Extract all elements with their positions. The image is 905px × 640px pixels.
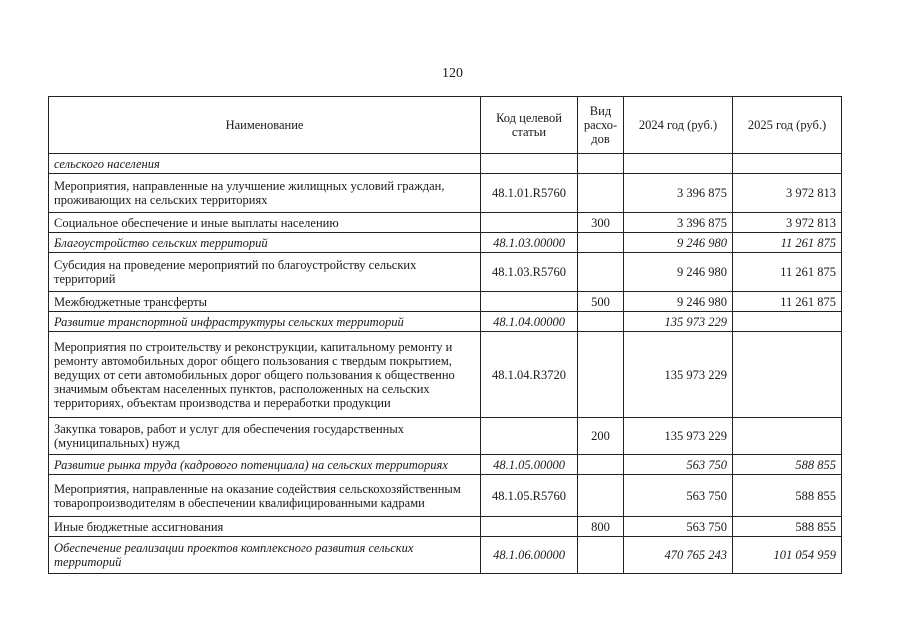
row-2024: 3 396 875 [624, 174, 733, 213]
row-2025: 11 261 875 [733, 253, 842, 292]
row-name: Мероприятия, направленные на оказание содействия сельскохозяйственным товаропроизводителям в обеспечении квалифицированными кадрами [49, 475, 481, 517]
row-2025: 3 972 813 [733, 213, 842, 233]
row-code [481, 418, 578, 455]
table-row [49, 213, 842, 233]
row-code [481, 292, 578, 312]
row-2025: 11 261 875 [733, 292, 842, 312]
row-vid: 200 [578, 418, 624, 455]
row-name: Межбюджетные трансферты [49, 292, 481, 312]
row-2024: 3 396 875 [624, 213, 733, 233]
row-code: 48.1.05.R5760 [481, 475, 578, 517]
header-2024: 2024 год (руб.) [624, 97, 733, 154]
row-2025: 588 855 [733, 517, 842, 537]
table-row [49, 517, 842, 537]
budget-table [48, 96, 842, 574]
row-vid [578, 475, 624, 517]
row-2024: 563 750 [624, 475, 733, 517]
row-vid [578, 253, 624, 292]
row-vid [578, 233, 624, 253]
row-name: сельского населения [49, 154, 481, 174]
row-vid [578, 174, 624, 213]
row-code: 48.1.05.00000 [481, 455, 578, 475]
row-2024: 9 246 980 [624, 233, 733, 253]
row-2025: 11 261 875 [733, 233, 842, 253]
table-row [49, 475, 842, 517]
row-2024: 135 973 229 [624, 332, 733, 418]
row-name: Иные бюджетные ассигнования [49, 517, 481, 537]
row-code: 48.1.03.00000 [481, 233, 578, 253]
row-code: 48.1.06.00000 [481, 537, 578, 574]
header-vid: Вид расхо-дов [578, 97, 624, 154]
row-2024: 135 973 229 [624, 418, 733, 455]
row-2025: 588 855 [733, 455, 842, 475]
row-name: Развитие транспортной инфраструктуры сельских территорий [49, 312, 481, 332]
row-name: Субсидия на проведение мероприятий по благоустройству сельских территорий [49, 253, 481, 292]
row-2025: 101 054 959 [733, 537, 842, 574]
header-code: Код целевой статьи [481, 97, 578, 154]
row-code [481, 517, 578, 537]
row-name: Закупка товаров, работ и услуг для обеспечения государственных (муниципальных) нужд [49, 418, 481, 455]
table-row [49, 174, 842, 213]
table-row [49, 154, 842, 174]
row-vid [578, 312, 624, 332]
row-2025 [733, 418, 842, 455]
row-2024: 563 750 [624, 517, 733, 537]
row-2025: 588 855 [733, 475, 842, 517]
row-2025 [733, 312, 842, 332]
table-row [49, 537, 842, 574]
table-row [49, 455, 842, 475]
table-row [49, 332, 842, 418]
table-row [49, 253, 842, 292]
row-code: 48.1.04.00000 [481, 312, 578, 332]
row-2024: 9 246 980 [624, 253, 733, 292]
row-vid [578, 455, 624, 475]
row-name: Развитие рынка труда (кадрового потенциала) на сельских территориях [49, 455, 481, 475]
row-code [481, 213, 578, 233]
header-row [49, 97, 842, 154]
row-code: 48.1.04.R3720 [481, 332, 578, 418]
table-row [49, 233, 842, 253]
row-2024 [624, 154, 733, 174]
row-name: Обеспечение реализации проектов комплексного развития сельских территорий [49, 537, 481, 574]
header-2025: 2025 год (руб.) [733, 97, 842, 154]
row-2025 [733, 332, 842, 418]
row-2025 [733, 154, 842, 174]
row-vid: 500 [578, 292, 624, 312]
row-name: Мероприятия, направленные на улучшение жилищных условий граждан, проживающих на сельских территориях [49, 174, 481, 213]
table-row [49, 292, 842, 312]
row-vid [578, 154, 624, 174]
row-vid: 300 [578, 213, 624, 233]
row-name: Благоустройство сельских территорий [49, 233, 481, 253]
row-2024: 9 246 980 [624, 292, 733, 312]
row-vid: 800 [578, 517, 624, 537]
row-2024: 470 765 243 [624, 537, 733, 574]
row-vid [578, 537, 624, 574]
row-2025: 3 972 813 [733, 174, 842, 213]
table-row [49, 312, 842, 332]
header-name: Наименование [49, 97, 481, 154]
page-number: 120 [442, 66, 463, 81]
table-row [49, 418, 842, 455]
row-code [481, 154, 578, 174]
row-name: Социальное обеспечение и иные выплаты населению [49, 213, 481, 233]
row-2024: 563 750 [624, 455, 733, 475]
row-code: 48.1.01.R5760 [481, 174, 578, 213]
row-2024: 135 973 229 [624, 312, 733, 332]
row-code: 48.1.03.R5760 [481, 253, 578, 292]
row-vid [578, 332, 624, 418]
row-name: Мероприятия по строительству и реконструкции, капитальному ремонту и ремонту автомобильных дорог общего пользования с твердым покрытием, ведущих от сети автомобильных дорог общего пользования к общественно значимым объектам населенных пунктов, расположенных на сельских территориях, объектам производства и переработки продукции [49, 332, 481, 418]
table-body [49, 154, 842, 574]
